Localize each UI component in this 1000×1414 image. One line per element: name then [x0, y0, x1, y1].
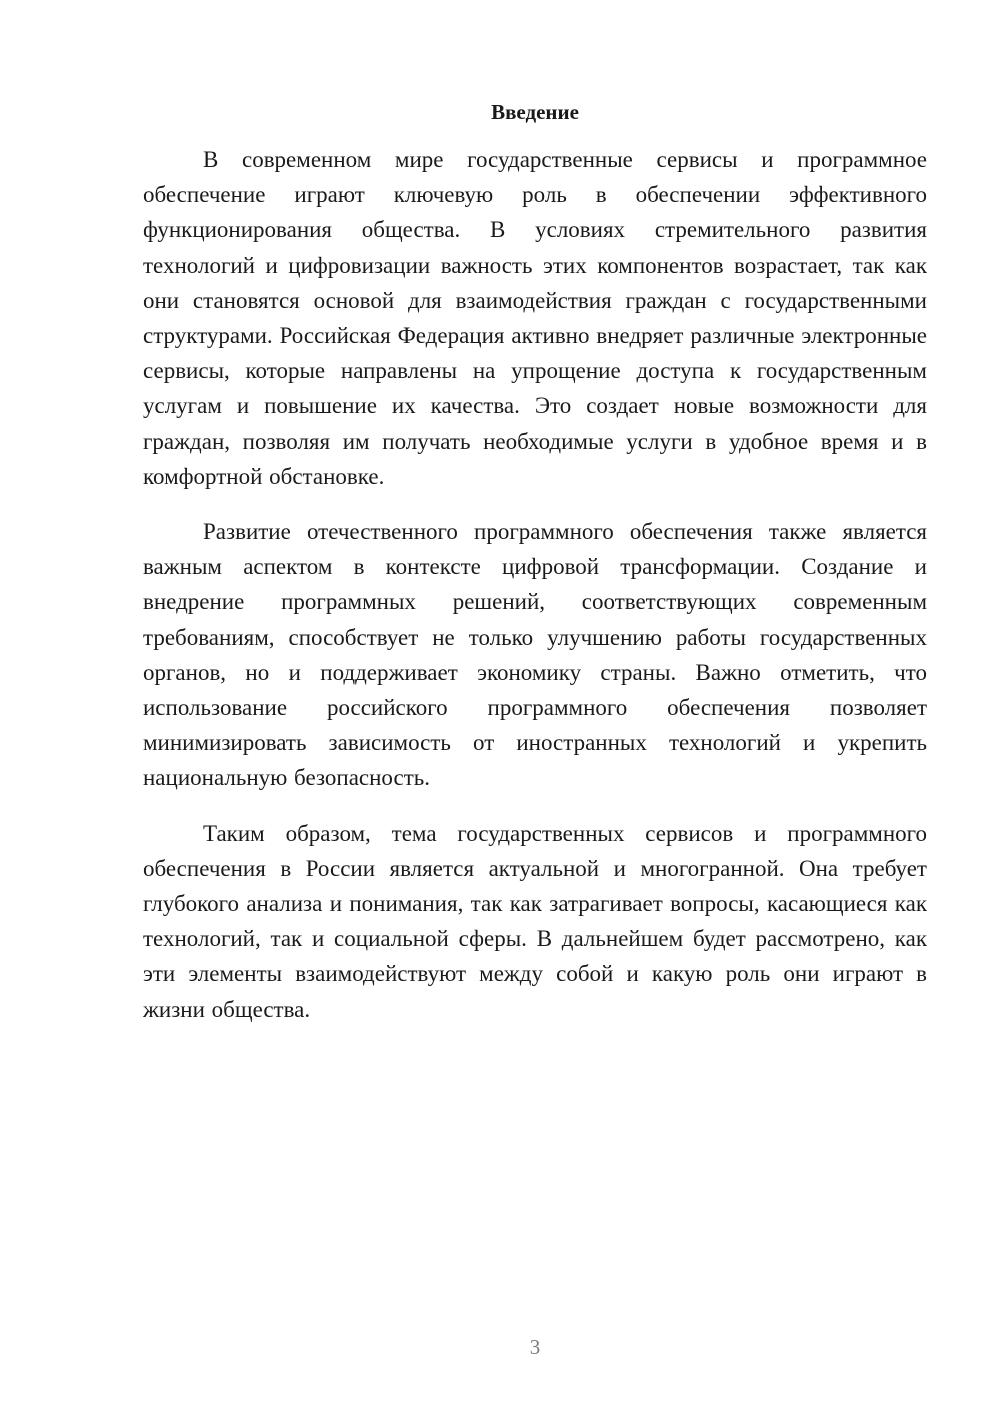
page-number: 3 — [529, 1335, 541, 1359]
paragraph-1: В современном мире государственные сервисы и программное обеспечение играют ключевую роль в обеспечении эффективного функционирования общества. В условиях стремительного развития технологий и цифровизации важность этих компонентов возрастает, так как они становятся основой для взаимодействия граждан с государственными структурами. Российская Федерация активно внедряет различные электронные сервисы, которые направлены на упрощение доступа к государственным услугам и повышение их качества. Это создает новые возможности для граждан, позволяя им получать необходимые услуги в удобное время и в комфортной обстановке. — [143, 147, 927, 489]
section-heading: Введение — [491, 100, 579, 124]
paragraph-2: Развитие отечественного программного обеспечения также является важным аспектом в контексте цифровой трансформации. Создание и внедрение программных решений, соответствующих современным требованиям, способствует не только улучшению работы государственных органов, но и поддерживает экономику страны. Важно отметить, что использование российского программного обеспечения позволяет минимизировать зависимость от иностранных технологий и укрепить национальную безопасность. — [143, 519, 927, 791]
paragraph-3: Таким образом, тема государственных сервисов и программного обеспечения в России является актуальной и многогранной. Она требует глубокого анализа и понимания, так как затрагивает вопросы, касающиеся как технологий, так и социальной сферы. В дальнейшем будет рассмотрено, как эти элементы взаимодействуют между собой и какую роль они играют в жизни общества. — [143, 820, 927, 1022]
body-text — [143, 142, 927, 1047]
